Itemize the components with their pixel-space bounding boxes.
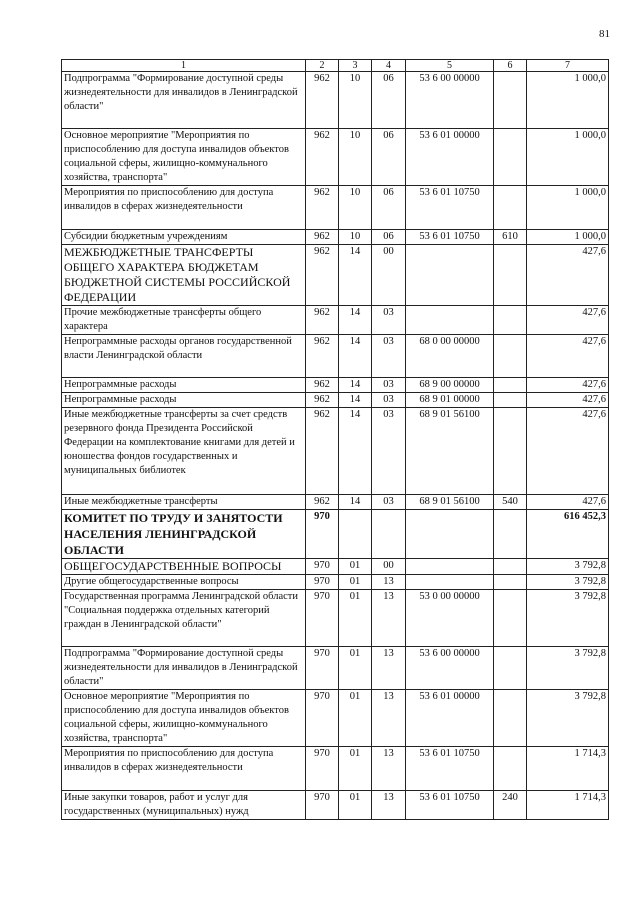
cell-target-article: 53 6 01 10750 xyxy=(406,747,494,791)
cell-ministry: 970 xyxy=(306,575,339,590)
cell-target-article xyxy=(406,559,494,575)
cell-amount: 427,6 xyxy=(527,393,609,408)
cell-target-article xyxy=(406,510,494,559)
row-name: Непрограммные расходы органов государственной власти Ленинградской области xyxy=(62,335,306,378)
cell-subsection: 13 xyxy=(372,590,406,647)
cell-subsection: 03 xyxy=(372,335,406,378)
cell-section: 10 xyxy=(339,230,372,245)
cell-target-article: 53 6 01 10750 xyxy=(406,791,494,820)
page-number: 81 xyxy=(599,28,610,40)
cell-section: 14 xyxy=(339,378,372,393)
row-name: ОБЩЕГОСУДАРСТВЕННЫЕ ВОПРОСЫ xyxy=(62,559,306,575)
cell-amount: 427,6 xyxy=(527,335,609,378)
row-name: Основное мероприятие "Мероприятия по приспособлению для доступа инвалидов объектов социальной сферы, жилищно-коммунального хозяйства, транспорта" xyxy=(62,690,306,747)
cell-amount: 427,6 xyxy=(527,495,609,510)
cell-ministry: 962 xyxy=(306,72,339,129)
cell-subsection: 13 xyxy=(372,647,406,690)
cell-expense-type xyxy=(494,559,527,575)
table-row xyxy=(62,647,609,690)
row-name: Другие общегосударственные вопросы xyxy=(62,575,306,590)
cell-section xyxy=(339,510,372,559)
cell-amount: 1 000,0 xyxy=(527,129,609,186)
row-name: Иные закупки товаров, работ и услуг для государственных (муниципальных) нужд xyxy=(62,791,306,820)
cell-target-article: 53 6 00 00000 xyxy=(406,647,494,690)
cell-ministry: 962 xyxy=(306,230,339,245)
cell-target-article: 53 6 01 00000 xyxy=(406,129,494,186)
cell-expense-type xyxy=(494,575,527,590)
cell-section: 01 xyxy=(339,559,372,575)
cell-ministry: 962 xyxy=(306,378,339,393)
cell-ministry: 962 xyxy=(306,186,339,230)
cell-subsection: 03 xyxy=(372,408,406,495)
table-row xyxy=(62,129,609,186)
cell-ministry: 970 xyxy=(306,747,339,791)
cell-ministry: 962 xyxy=(306,245,339,306)
cell-subsection: 13 xyxy=(372,575,406,590)
cell-ministry: 962 xyxy=(306,129,339,186)
cell-ministry: 970 xyxy=(306,647,339,690)
cell-amount: 427,6 xyxy=(527,245,609,306)
column-header: 3 xyxy=(339,60,372,72)
cell-amount: 3 792,8 xyxy=(527,690,609,747)
cell-subsection: 06 xyxy=(372,230,406,245)
cell-section: 10 xyxy=(339,72,372,129)
cell-target-article: 68 9 01 56100 xyxy=(406,495,494,510)
cell-amount: 3 792,8 xyxy=(527,647,609,690)
table-row xyxy=(62,335,609,378)
row-name: Иные межбюджетные трансферты xyxy=(62,495,306,510)
cell-amount: 1 000,0 xyxy=(527,186,609,230)
column-header: 2 xyxy=(306,60,339,72)
column-header: 1 xyxy=(62,60,306,72)
cell-ministry: 962 xyxy=(306,306,339,335)
cell-section: 14 xyxy=(339,306,372,335)
table-row xyxy=(62,393,609,408)
cell-section: 14 xyxy=(339,495,372,510)
table-row xyxy=(62,559,609,575)
cell-section: 14 xyxy=(339,335,372,378)
column-header: 4 xyxy=(372,60,406,72)
cell-ministry: 962 xyxy=(306,495,339,510)
cell-ministry: 962 xyxy=(306,393,339,408)
cell-expense-type: 610 xyxy=(494,230,527,245)
cell-ministry: 970 xyxy=(306,590,339,647)
table-row xyxy=(62,72,609,129)
cell-target-article xyxy=(406,245,494,306)
cell-section: 01 xyxy=(339,647,372,690)
cell-subsection: 13 xyxy=(372,690,406,747)
row-name: Основное мероприятие "Мероприятия по приспособлению для доступа инвалидов объектов социальной сферы, жилищно-коммунального хозяйства, транспорта" xyxy=(62,129,306,186)
cell-ministry: 970 xyxy=(306,690,339,747)
cell-subsection: 03 xyxy=(372,393,406,408)
column-header: 5 xyxy=(406,60,494,72)
column-header: 6 xyxy=(494,60,527,72)
row-name: Мероприятия по приспособлению для доступа инвалидов в сферах жизнедеятельности xyxy=(62,186,306,230)
cell-subsection xyxy=(372,510,406,559)
cell-target-article: 53 6 01 10750 xyxy=(406,230,494,245)
cell-section: 10 xyxy=(339,186,372,230)
cell-expense-type xyxy=(494,510,527,559)
table-row xyxy=(62,747,609,791)
cell-target-article: 68 0 00 00000 xyxy=(406,335,494,378)
cell-expense-type xyxy=(494,306,527,335)
row-name: КОМИТЕТ ПО ТРУДУ И ЗАНЯТОСТИ НАСЕЛЕНИЯ ЛЕНИНГРАДСКОЙ ОБЛАСТИ xyxy=(62,510,306,559)
table-row xyxy=(62,230,609,245)
cell-ministry: 962 xyxy=(306,408,339,495)
cell-expense-type: 540 xyxy=(494,495,527,510)
cell-subsection: 00 xyxy=(372,559,406,575)
cell-expense-type xyxy=(494,590,527,647)
table-row xyxy=(62,306,609,335)
cell-target-article xyxy=(406,575,494,590)
cell-amount: 1 714,3 xyxy=(527,747,609,791)
table-row xyxy=(62,590,609,647)
cell-subsection: 06 xyxy=(372,72,406,129)
cell-subsection: 06 xyxy=(372,186,406,230)
cell-expense-type xyxy=(494,408,527,495)
cell-expense-type xyxy=(494,393,527,408)
cell-expense-type xyxy=(494,690,527,747)
cell-subsection: 03 xyxy=(372,306,406,335)
cell-amount: 3 792,8 xyxy=(527,559,609,575)
header-row xyxy=(62,60,609,72)
cell-subsection: 13 xyxy=(372,747,406,791)
table-row xyxy=(62,690,609,747)
cell-target-article: 53 6 01 00000 xyxy=(406,690,494,747)
cell-amount: 3 792,8 xyxy=(527,575,609,590)
cell-section: 14 xyxy=(339,393,372,408)
cell-amount: 427,6 xyxy=(527,306,609,335)
row-name: Субсидии бюджетным учреждениям xyxy=(62,230,306,245)
cell-target-article: 68 9 01 56100 xyxy=(406,408,494,495)
cell-section: 01 xyxy=(339,747,372,791)
cell-target-article: 53 0 00 00000 xyxy=(406,590,494,647)
cell-expense-type xyxy=(494,129,527,186)
cell-section: 14 xyxy=(339,408,372,495)
cell-subsection: 03 xyxy=(372,495,406,510)
budget-table xyxy=(61,59,609,820)
cell-target-article xyxy=(406,306,494,335)
cell-section: 10 xyxy=(339,129,372,186)
cell-ministry: 970 xyxy=(306,510,339,559)
cell-expense-type xyxy=(494,335,527,378)
cell-section: 01 xyxy=(339,575,372,590)
table-row xyxy=(62,378,609,393)
cell-section: 01 xyxy=(339,791,372,820)
cell-ministry: 962 xyxy=(306,335,339,378)
cell-target-article: 68 9 00 00000 xyxy=(406,378,494,393)
cell-target-article: 53 6 00 00000 xyxy=(406,72,494,129)
row-name: МЕЖБЮДЖЕТНЫЕ ТРАНСФЕРТЫ ОБЩЕГО ХАРАКТЕРА БЮДЖЕТАМ БЮДЖЕТНОЙ СИСТЕМЫ РОССИЙСКОЙ ФЕДЕРАЦИИ xyxy=(62,245,306,306)
row-name: Подпрограмма "Формирование доступной среды жизнедеятельности для инвалидов в Ленинградской области" xyxy=(62,647,306,690)
column-header: 7 xyxy=(527,60,609,72)
table-row xyxy=(62,245,609,306)
cell-subsection: 06 xyxy=(372,129,406,186)
cell-expense-type xyxy=(494,647,527,690)
cell-ministry: 970 xyxy=(306,791,339,820)
cell-expense-type xyxy=(494,186,527,230)
row-name: Мероприятия по приспособлению для доступа инвалидов в сферах жизнедеятельности xyxy=(62,747,306,791)
cell-amount: 1 000,0 xyxy=(527,72,609,129)
cell-expense-type xyxy=(494,72,527,129)
table-row xyxy=(62,495,609,510)
cell-section: 01 xyxy=(339,590,372,647)
table-row xyxy=(62,575,609,590)
cell-expense-type xyxy=(494,747,527,791)
cell-amount: 616 452,3 xyxy=(527,510,609,559)
row-name: Государственная программа Ленинградской области "Социальная поддержка отдельных категорий граждан в Ленинградской области" xyxy=(62,590,306,647)
row-name: Подпрограмма "Формирование доступной среды жизнедеятельности для инвалидов в Ленинградской области" xyxy=(62,72,306,129)
table-row xyxy=(62,186,609,230)
cell-expense-type xyxy=(494,245,527,306)
cell-amount: 427,6 xyxy=(527,378,609,393)
row-name: Прочие межбюджетные трансферты общего характера xyxy=(62,306,306,335)
cell-amount: 3 792,8 xyxy=(527,590,609,647)
table-row xyxy=(62,510,609,559)
table-row xyxy=(62,408,609,495)
cell-ministry: 970 xyxy=(306,559,339,575)
cell-subsection: 00 xyxy=(372,245,406,306)
cell-subsection: 13 xyxy=(372,791,406,820)
row-name: Непрограммные расходы xyxy=(62,378,306,393)
cell-target-article: 68 9 01 00000 xyxy=(406,393,494,408)
cell-amount: 1 714,3 xyxy=(527,791,609,820)
cell-subsection: 03 xyxy=(372,378,406,393)
cell-expense-type: 240 xyxy=(494,791,527,820)
cell-section: 01 xyxy=(339,690,372,747)
cell-section: 14 xyxy=(339,245,372,306)
row-name: Иные межбюджетные трансферты за счет средств резервного фонда Президента Российской Федерации на комплектование книгами для детей и юношества фондов государственных и муниципальных библиотек xyxy=(62,408,306,495)
row-name: Непрограммные расходы xyxy=(62,393,306,408)
cell-amount: 427,6 xyxy=(527,408,609,495)
table-row xyxy=(62,791,609,820)
cell-amount: 1 000,0 xyxy=(527,230,609,245)
cell-target-article: 53 6 01 10750 xyxy=(406,186,494,230)
cell-expense-type xyxy=(494,378,527,393)
